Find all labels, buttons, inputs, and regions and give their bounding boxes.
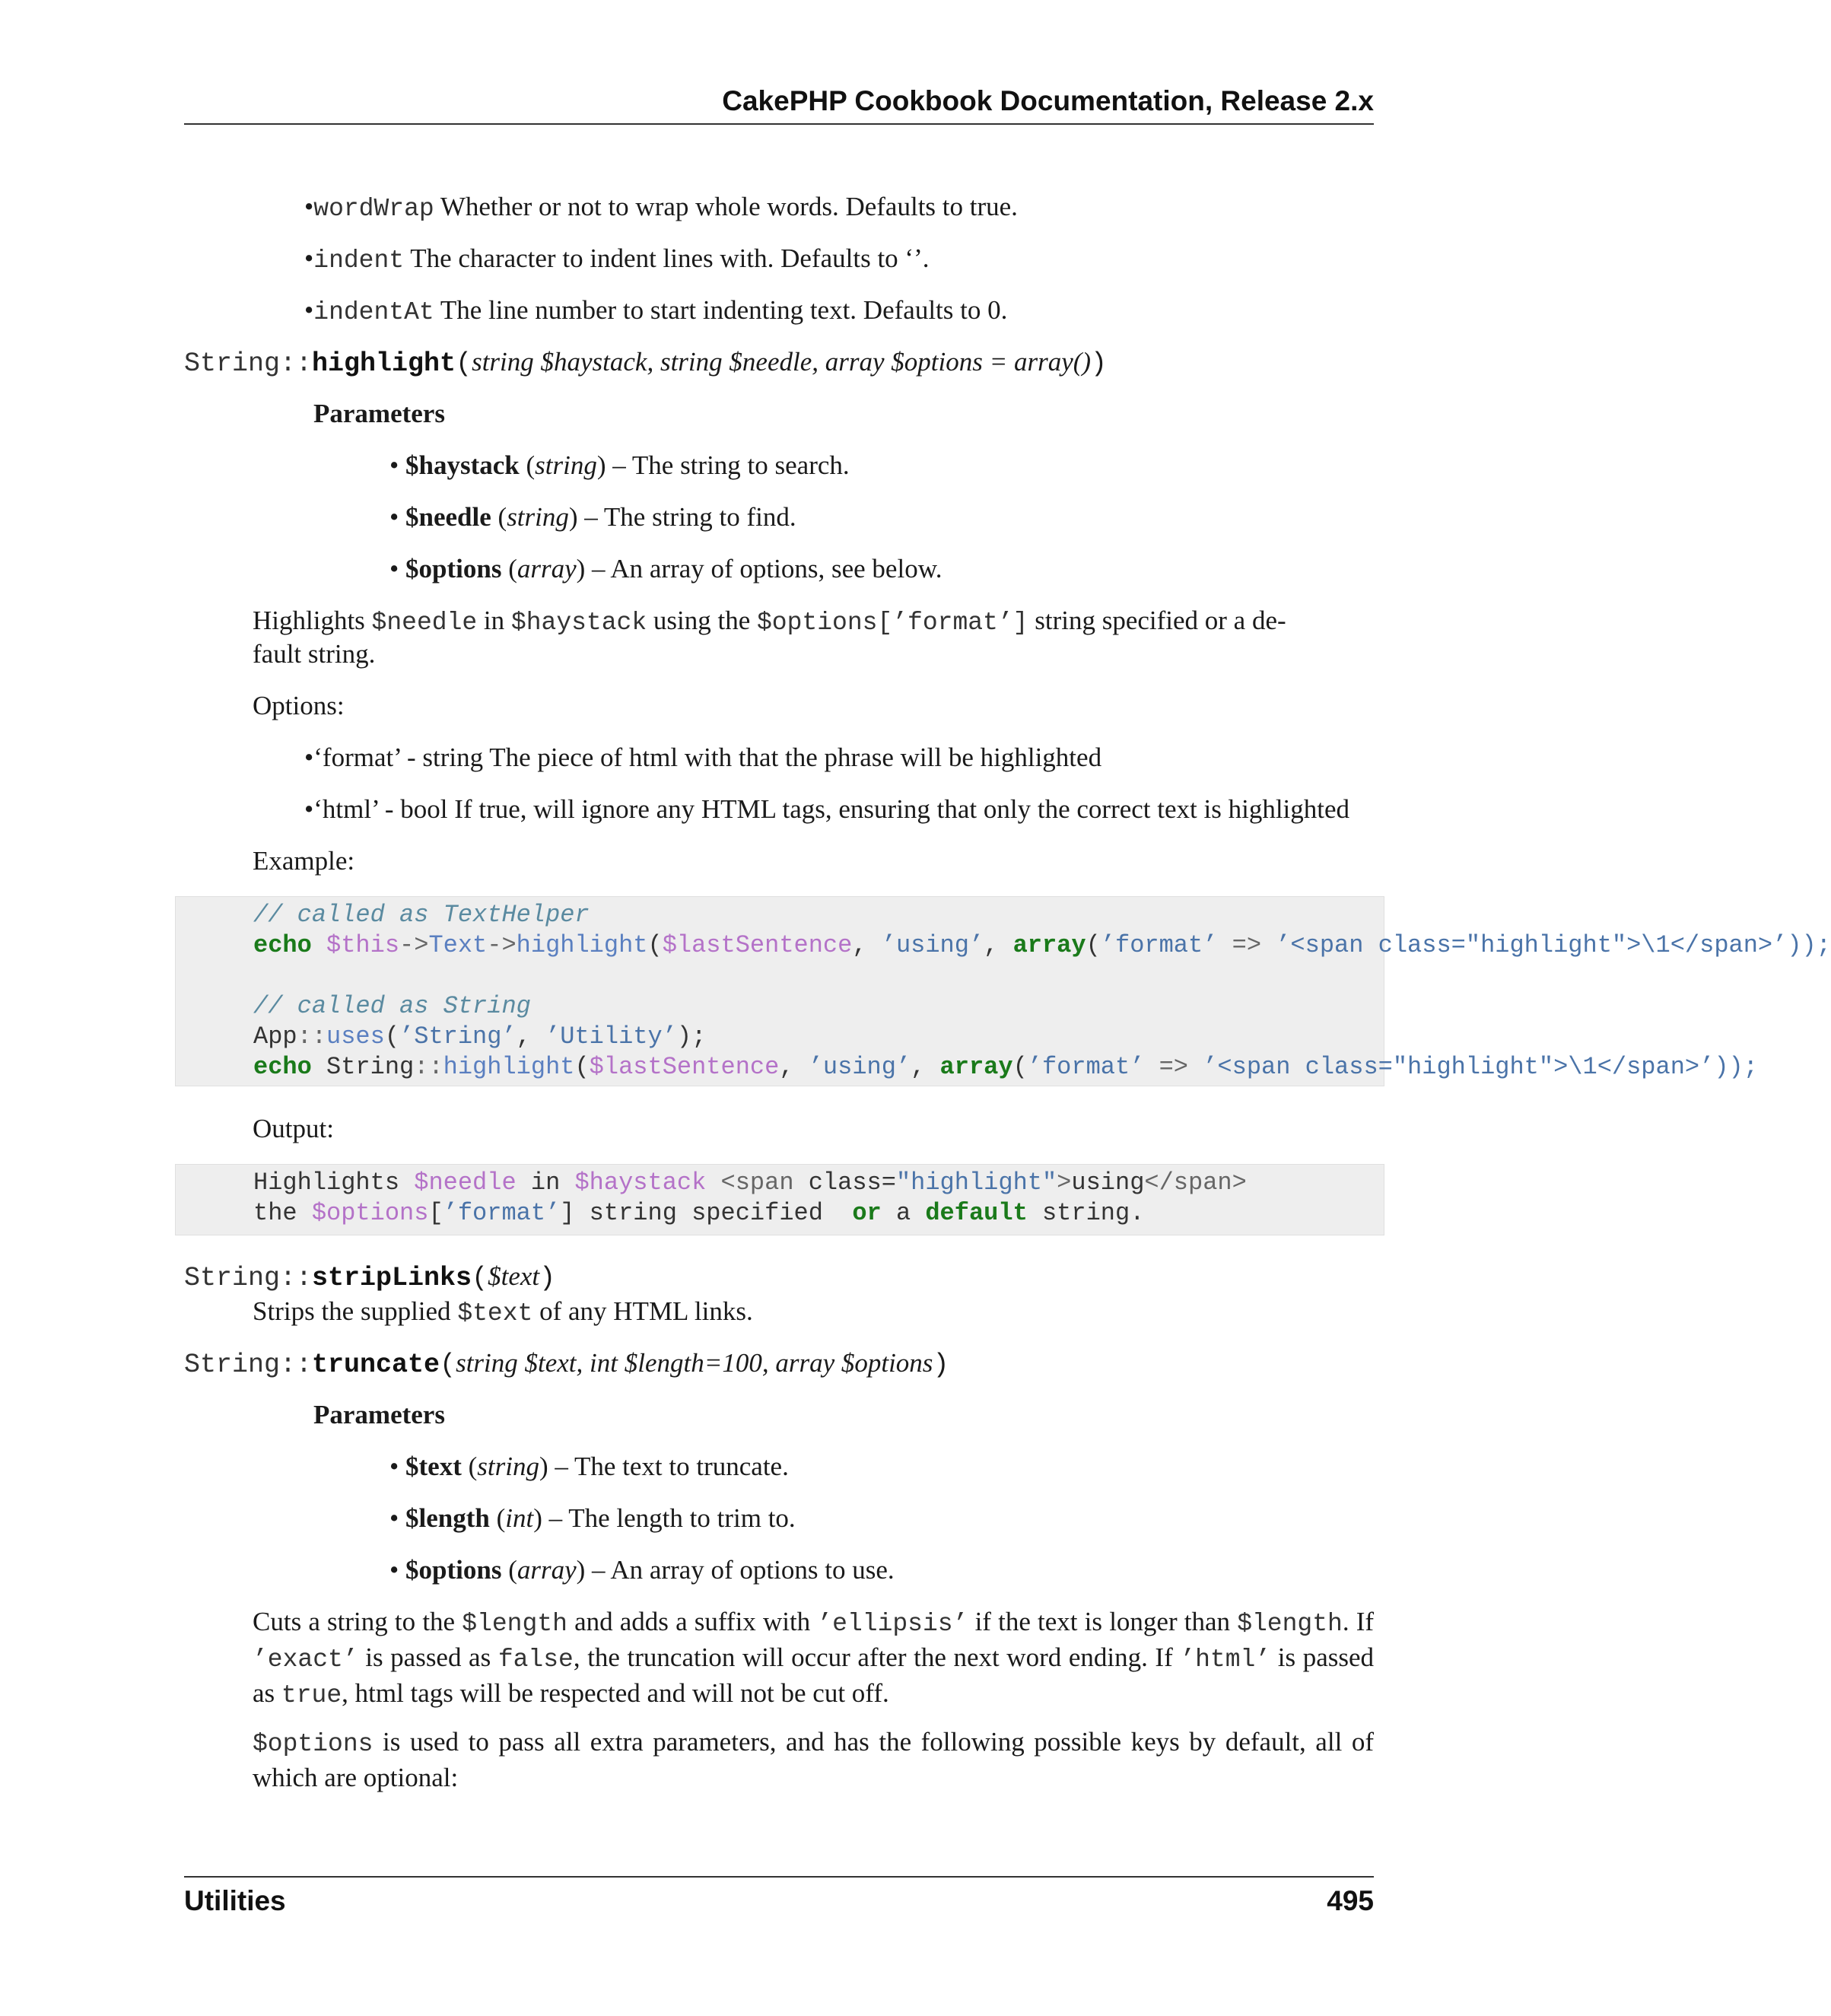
param-type: array (517, 554, 577, 583)
parameters-heading: Parameters (313, 399, 445, 428)
param-type: string (507, 502, 569, 532)
param-name: $haystack (405, 450, 520, 480)
truncate-description: Cuts a string to the $length and adds a suffix with ’ellipsis’ if the text is longer than $length. If ’exact’ is passed as false, the truncation will occur after the next word ending. If ’html’ is passed as true, html tags will be respected and will not be cut off. (253, 1607, 1375, 1709)
param-desc: – The string to search. (612, 450, 850, 480)
highlight-description-cont: fault string. (253, 639, 376, 669)
parameters-heading: Parameters (313, 1400, 445, 1429)
option-key: indentAt (313, 298, 434, 326)
param-name: $needle (405, 502, 491, 532)
param-desc: – The string to find. (584, 502, 796, 532)
class-prefix: String:: (184, 348, 313, 379)
method-name: highlight (312, 348, 456, 379)
param-item: • $options (array) – An array of options, see below. (389, 554, 943, 583)
striplinks-description: Strips the supplied $text of any HTML links. (253, 1296, 753, 1328)
list-item: •indentAt The line number to start indenting text. Defaults to 0. (304, 295, 1008, 326)
page-number: 495 (1327, 1885, 1374, 1916)
highlight-description: Highlights $needle in $haystack using the $options[’format’] string specified or a de- (253, 606, 1286, 637)
param-item: • $needle (string) – The string to find. (389, 502, 796, 532)
list-item: •‘format’ - string The piece of html with that the phrase will be highlighted (304, 742, 1102, 772)
footer-section: Utilities (184, 1885, 286, 1916)
method-signature-highlight: String::highlight(string $haystack, string $needle, array $options = array()) (184, 347, 1108, 379)
option-desc: The character to indent lines with. Defaults to ‘’. (410, 243, 930, 273)
option-desc: The line number to start indenting text. Defaults to 0. (440, 295, 1008, 325)
method-signature-truncate: String::truncate(string $text, int $length=100, array $options) (184, 1348, 949, 1380)
options-heading: Options: (253, 691, 345, 720)
header-rule (184, 123, 1374, 125)
example-heading: Example: (253, 846, 355, 876)
running-header: CakePHP Cookbook Documentation, Release 2.x (722, 85, 1374, 116)
param-item: • $text (string) – The text to truncate. (389, 1452, 789, 1481)
list-item: •indent The character to indent lines with. Defaults to ‘’. (304, 243, 930, 275)
method-args: string $haystack, string $needle, array $options = array() (472, 347, 1092, 377)
option-key: wordWrap (313, 195, 434, 223)
param-item: • $haystack (string) – The string to search. (389, 450, 850, 480)
code-block-output: Highlights $needle in $haystack <span class="highlight">using</span> the $options[’format’] string specified or a default string. (175, 1164, 1384, 1235)
param-item: • $options (array) – An array of options to use. (389, 1555, 895, 1585)
param-type: string (535, 450, 597, 480)
param-name: $options (405, 554, 502, 583)
list-item: •wordWrap Whether or not to wrap whole words. Defaults to true. (304, 192, 1018, 223)
footer-rule (184, 1876, 1374, 1878)
param-desc: – An array of options, see below. (592, 554, 943, 583)
code-block-example: // called as TextHelper echo $this->Text->highlight($lastSentence, ’using’, array(’format’ => ’<span class="highlight">\1</span>’)); // called as String App::uses(’String’, ’Utility’); echo String::highlight($lastSentence, ’using’, array(’format’ => ’<span class="highlight">\1</span>’)); (175, 896, 1384, 1086)
param-item: • $length (int) – The length to trim to. (389, 1503, 796, 1533)
list-item: •‘html’ - bool If true, will ignore any HTML tags, ensuring that only the correct text is highlighted (304, 794, 1350, 824)
option-key: indent (313, 246, 405, 275)
output-heading: Output: (253, 1114, 334, 1143)
option-desc: Whether or not to wrap whole words. Defaults to true. (440, 192, 1018, 221)
options-description: $options is used to pass all extra parameters, and has the following possible keys by default, all of which are optional: (253, 1727, 1375, 1792)
method-signature-striplinks: String::stripLinks($text) (184, 1261, 556, 1293)
